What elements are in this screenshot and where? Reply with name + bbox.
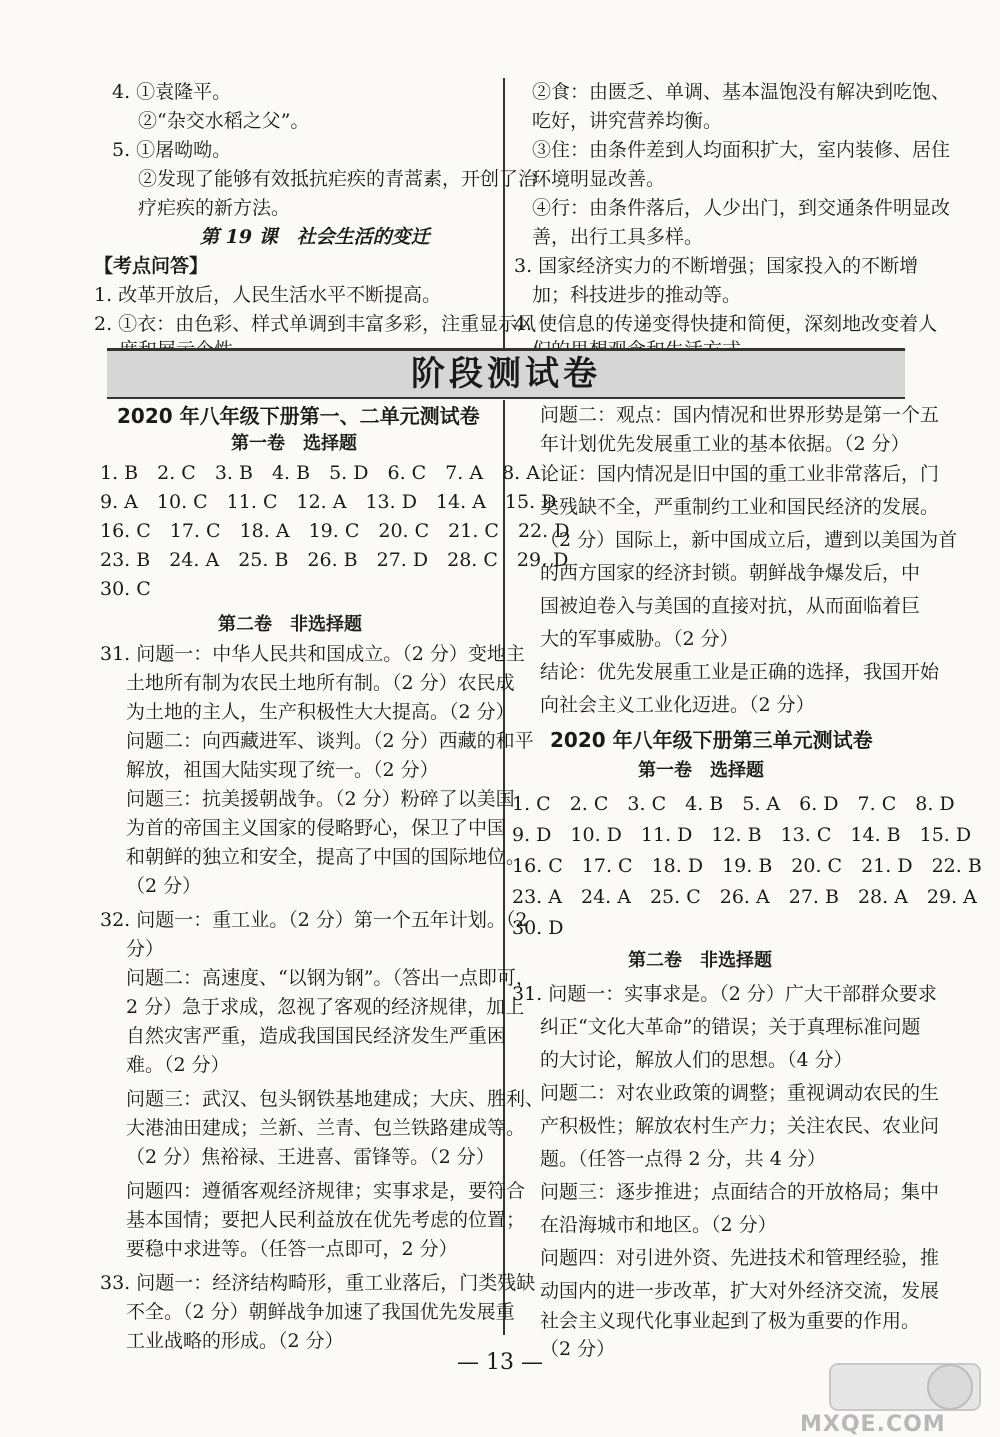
answer-line: 在沿海城市和地区。（2 分） [540, 1214, 777, 1236]
answer-line: ②“杂交水稻之父”。 [138, 110, 310, 132]
answer-line: 问题四：遵循客观经济规律；实事求是，要符合 [126, 1180, 526, 1202]
part-title: 第二卷 非选择题 [218, 614, 362, 635]
answer-line: （2 分）焦裕禄、王进喜、雷锋等。（2 分） [126, 1146, 495, 1168]
section-tag: 【考点问答】 [94, 255, 209, 277]
answer-line: 要稳中求进等。（任答一点即可，2 分） [126, 1238, 458, 1260]
answer-line: 问题二：对农业政策的调整；重视调动农民的生 [540, 1082, 940, 1104]
answer-line: 2 分）急于求成，忽视了客观的经济规律，加上 [126, 996, 525, 1018]
answer-line: 不全。（2 分）朝鲜战争加速了我国优先发展重 [126, 1301, 515, 1323]
answer-line: 疗疟疾的新方法。 [138, 197, 291, 219]
answer-line: （2 分） [540, 1338, 616, 1360]
test-title: 2020 年八年级下册第三单元测试卷 [550, 728, 873, 752]
answer-line: 为首的帝国主义国家的侵略野心，保卫了中国 [126, 817, 507, 839]
answer-line: 产积极性；解放农村生产力；关注农民、农业问 [540, 1115, 940, 1137]
answer-line: 问题三：武汉、包头钢铁基地建成；大庆、胜利、 [126, 1088, 545, 1110]
choice-answers: 9. A 10. C 11. C 12. A 13. D 14. A 15. D [100, 491, 557, 513]
choice-answers: 9. D 10. D 11. D 12. B 13. C 14. B 15. D [512, 824, 972, 846]
choice-answers: 30. D [512, 917, 564, 939]
answer-line: 33. 问题一：经济结构畸形，重工业落后，门类残缺 [100, 1272, 536, 1294]
answer-line: 吃好，讲究营养均衡。 [532, 110, 723, 132]
answer-line: 加；科技进步的推动等。 [532, 284, 742, 306]
choice-answers: 23. B 24. A 25. B 26. B 27. D 28. C 29. D [100, 549, 569, 571]
answer-line: ③住：由条件差到人均面积扩大，室内装修、居住 [532, 139, 951, 161]
answer-line: 为土地的主人，生产积极性大大提高。（2 分） [126, 701, 515, 723]
answer-line: 类残缺不全，严重制约工业和国民经济的发展。 [540, 496, 940, 518]
test-title: 2020 年八年级下册第一、二单元测试卷 [117, 404, 480, 428]
answer-line: 大的军事威胁。（2 分） [540, 628, 739, 650]
answer-line: 的西方国家的经济封锁。朝鲜战争爆发后，中 [540, 562, 921, 584]
answer-line: 土地所有制为农民土地所有制。（2 分）农民成 [126, 672, 515, 694]
answer-line: ④行：由条件落后，人少出门，到交通条件明显改 [532, 197, 951, 219]
answer-line: ②发现了能够有效抵抗疟疾的青蒿素，开创了治 [138, 168, 538, 190]
part-title: 第一卷 选择题 [638, 760, 764, 781]
answer-line: 32. 问题一：重工业。（2 分）第一个五年计划。（2 [100, 909, 528, 931]
answer-line: 2. ①衣：由色彩、样式单调到丰富多彩，注重显示风 [94, 313, 537, 335]
answer-line: 环境明显改善。 [532, 168, 666, 190]
lesson-title: 第 19 课 社会生活的变迁 [200, 226, 430, 248]
answer-line: 向社会主义工业化迈进。（2 分） [540, 694, 815, 716]
answer-line: 工业战略的形成。（2 分） [126, 1330, 344, 1352]
section-banner [107, 348, 905, 399]
answer-line: （2 分） [126, 875, 202, 897]
answer-line: 问题二：高速度、“以钢为钢”。（答出一点即可， [126, 967, 535, 989]
answer-line: 问题三：抗美援朝战争。（2 分）粉碎了以美国 [126, 788, 515, 810]
choice-answers: 23. A 24. A 25. C 26. A 27. B 28. A 29. A [512, 886, 977, 908]
answer-line: 的大讨论，解放人们的思想。（4 分） [540, 1049, 853, 1071]
answer-line: 3. 国家经济实力的不断增强；国家投入的不断增 [514, 255, 919, 277]
answer-line: 基本国情；要把人民利益放在优先考虑的位置； [126, 1209, 526, 1231]
answer-line: 自然灾害严重，造成我国国民经济发生严重困 [126, 1025, 507, 1047]
answer-line: 1. 改革开放后，人民生活水平不断提高。 [94, 284, 442, 306]
answer-line: 31. 问题一：实事求是。（2 分）广大干部群众要求 [512, 983, 937, 1005]
part-title: 第二卷 非选择题 [628, 950, 772, 971]
choice-answers: 1. C 2. C 3. C 4. B 5. A 6. D 7. C 8. D [512, 793, 955, 815]
answer-line: 年计划优先发展重工业的基本依据。（2 分） [540, 433, 910, 455]
answer-line: 题。（任答一点得 2 分，共 4 分） [540, 1148, 826, 1170]
choice-answers: 16. C 17. C 18. D 19. B 20. C 21. D 22. B [512, 855, 982, 877]
answer-line: 善，出行工具多样。 [532, 226, 704, 248]
answer-line: 难。（2 分） [126, 1054, 230, 1076]
answer-line: 论证：国内情况是旧中国的重工业非常落后，门 [540, 463, 940, 485]
answer-line: 4. ①袁隆平。 [112, 81, 232, 103]
banner-title: 阶段测试卷 [411, 354, 601, 394]
answer-line: 大港油田建成；兰新、兰青、包兰铁路建成等。 [126, 1117, 526, 1139]
answer-line: 问题四：对引进外资、先进技术和管理经验，推 [540, 1247, 940, 1269]
answer-line: 31. 问题一：中华人民共和国成立。（2 分）变地主 [100, 643, 525, 665]
answer-line: 纠正“文化大革命”的错误；关于真理标准问题 [540, 1016, 921, 1038]
answer-line: 5. ①屠呦呦。 [112, 139, 232, 161]
answer-line: 社会主义现代化事业起到了极为重要的作用。 [540, 1310, 921, 1332]
answer-line: ②食：由匮乏、单调、基本温饱没有解决到吃饱、 [532, 81, 951, 103]
choice-answers: 16. C 17. C 18. A 19. C 20. C 21. C 22. D [100, 520, 570, 542]
answer-line: 动国内的进一步改革，扩大对外经济交流，发展 [540, 1280, 940, 1302]
choice-answers: 1. B 2. C 3. B 4. B 5. D 6. C 7. A 8. A [100, 462, 540, 484]
watermark-text: MXQE.COM [800, 1412, 946, 1437]
answer-line: 问题三：逐步推进；点面结合的开放格局；集中 [540, 1181, 940, 1203]
choice-answers: 30. C [100, 578, 151, 600]
answer-line: 国被迫卷入与美国的直接对抗，从而面临着巨 [540, 595, 921, 617]
page-number: — 13 — [457, 1350, 543, 1375]
answer-line: 4. 使信息的传递变得快捷和简便，深刻地改变着人 [514, 313, 938, 335]
answer-line: 和朝鲜的独立和安全，提高了中国的国际地位。 [126, 846, 526, 868]
answer-line: （2 分）国际上，新中国成立后，遭到以美国为首 [540, 529, 958, 551]
answer-line: 解放，祖国大陆实现了统一。（2 分） [126, 759, 439, 781]
answer-line: 问题二：向西藏进军、谈判。（2 分）西藏的和平 [126, 730, 534, 752]
part-title: 第一卷 选择题 [231, 433, 357, 454]
answer-line: 问题二：观点：国内情况和世界形势是第一个五 [540, 404, 940, 426]
answer-line: 分） [126, 938, 165, 960]
answer-line: 结论：优先发展重工业是正确的选择，我国开始 [540, 661, 940, 683]
